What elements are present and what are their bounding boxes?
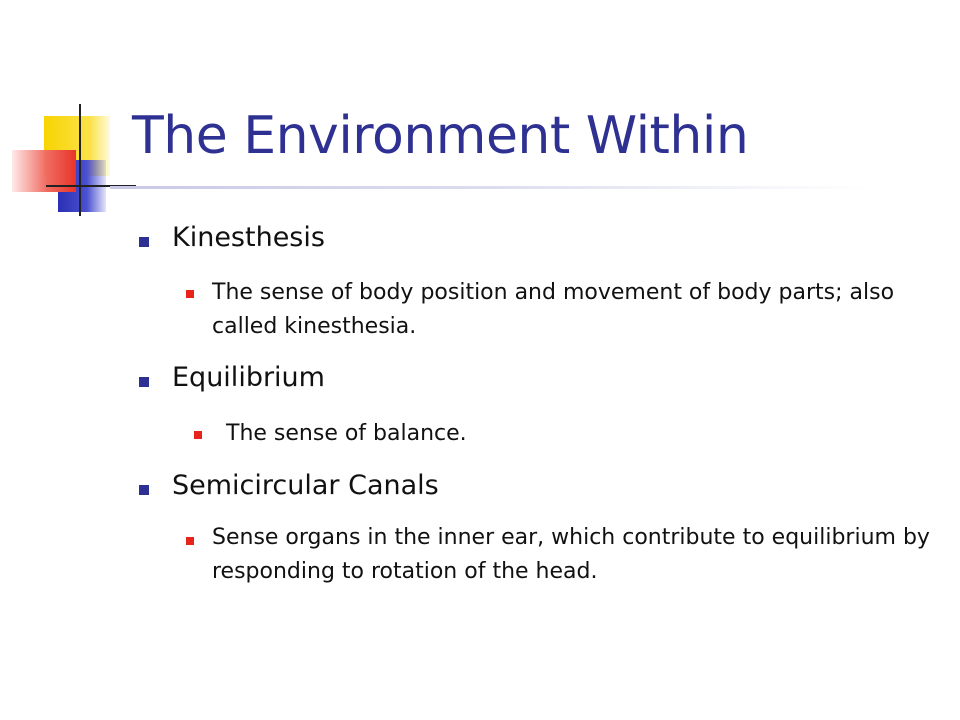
bullet-detail-equilibrium: The sense of balance. xyxy=(226,421,467,446)
bullet-square-icon xyxy=(139,485,149,495)
bullet-square-icon xyxy=(139,377,149,387)
slide-title: The Environment Within xyxy=(132,106,749,166)
sub-bullet-square-icon xyxy=(194,431,202,439)
title-underline xyxy=(110,186,870,189)
bullet-detail-kinesthesis: The sense of body position and movement of body parts; also called kinesthesia. xyxy=(212,280,895,339)
bullet-heading-semicircular-canals: Semicircular Canals xyxy=(172,470,439,501)
sub-bullet-square-icon xyxy=(186,537,194,545)
vertical-line-decoration xyxy=(79,104,81,216)
bullet-detail-semicircular-canals: Sense organs in the inner ear, which contribute to equilibrium by responding to rotation of the head. xyxy=(212,525,930,584)
bullet-heading-equilibrium: Equilibrium xyxy=(172,362,325,393)
sub-bullet-square-icon xyxy=(186,290,194,298)
bullet-heading-kinesthesis: Kinesthesis xyxy=(172,222,325,253)
bullet-square-icon xyxy=(139,237,149,247)
